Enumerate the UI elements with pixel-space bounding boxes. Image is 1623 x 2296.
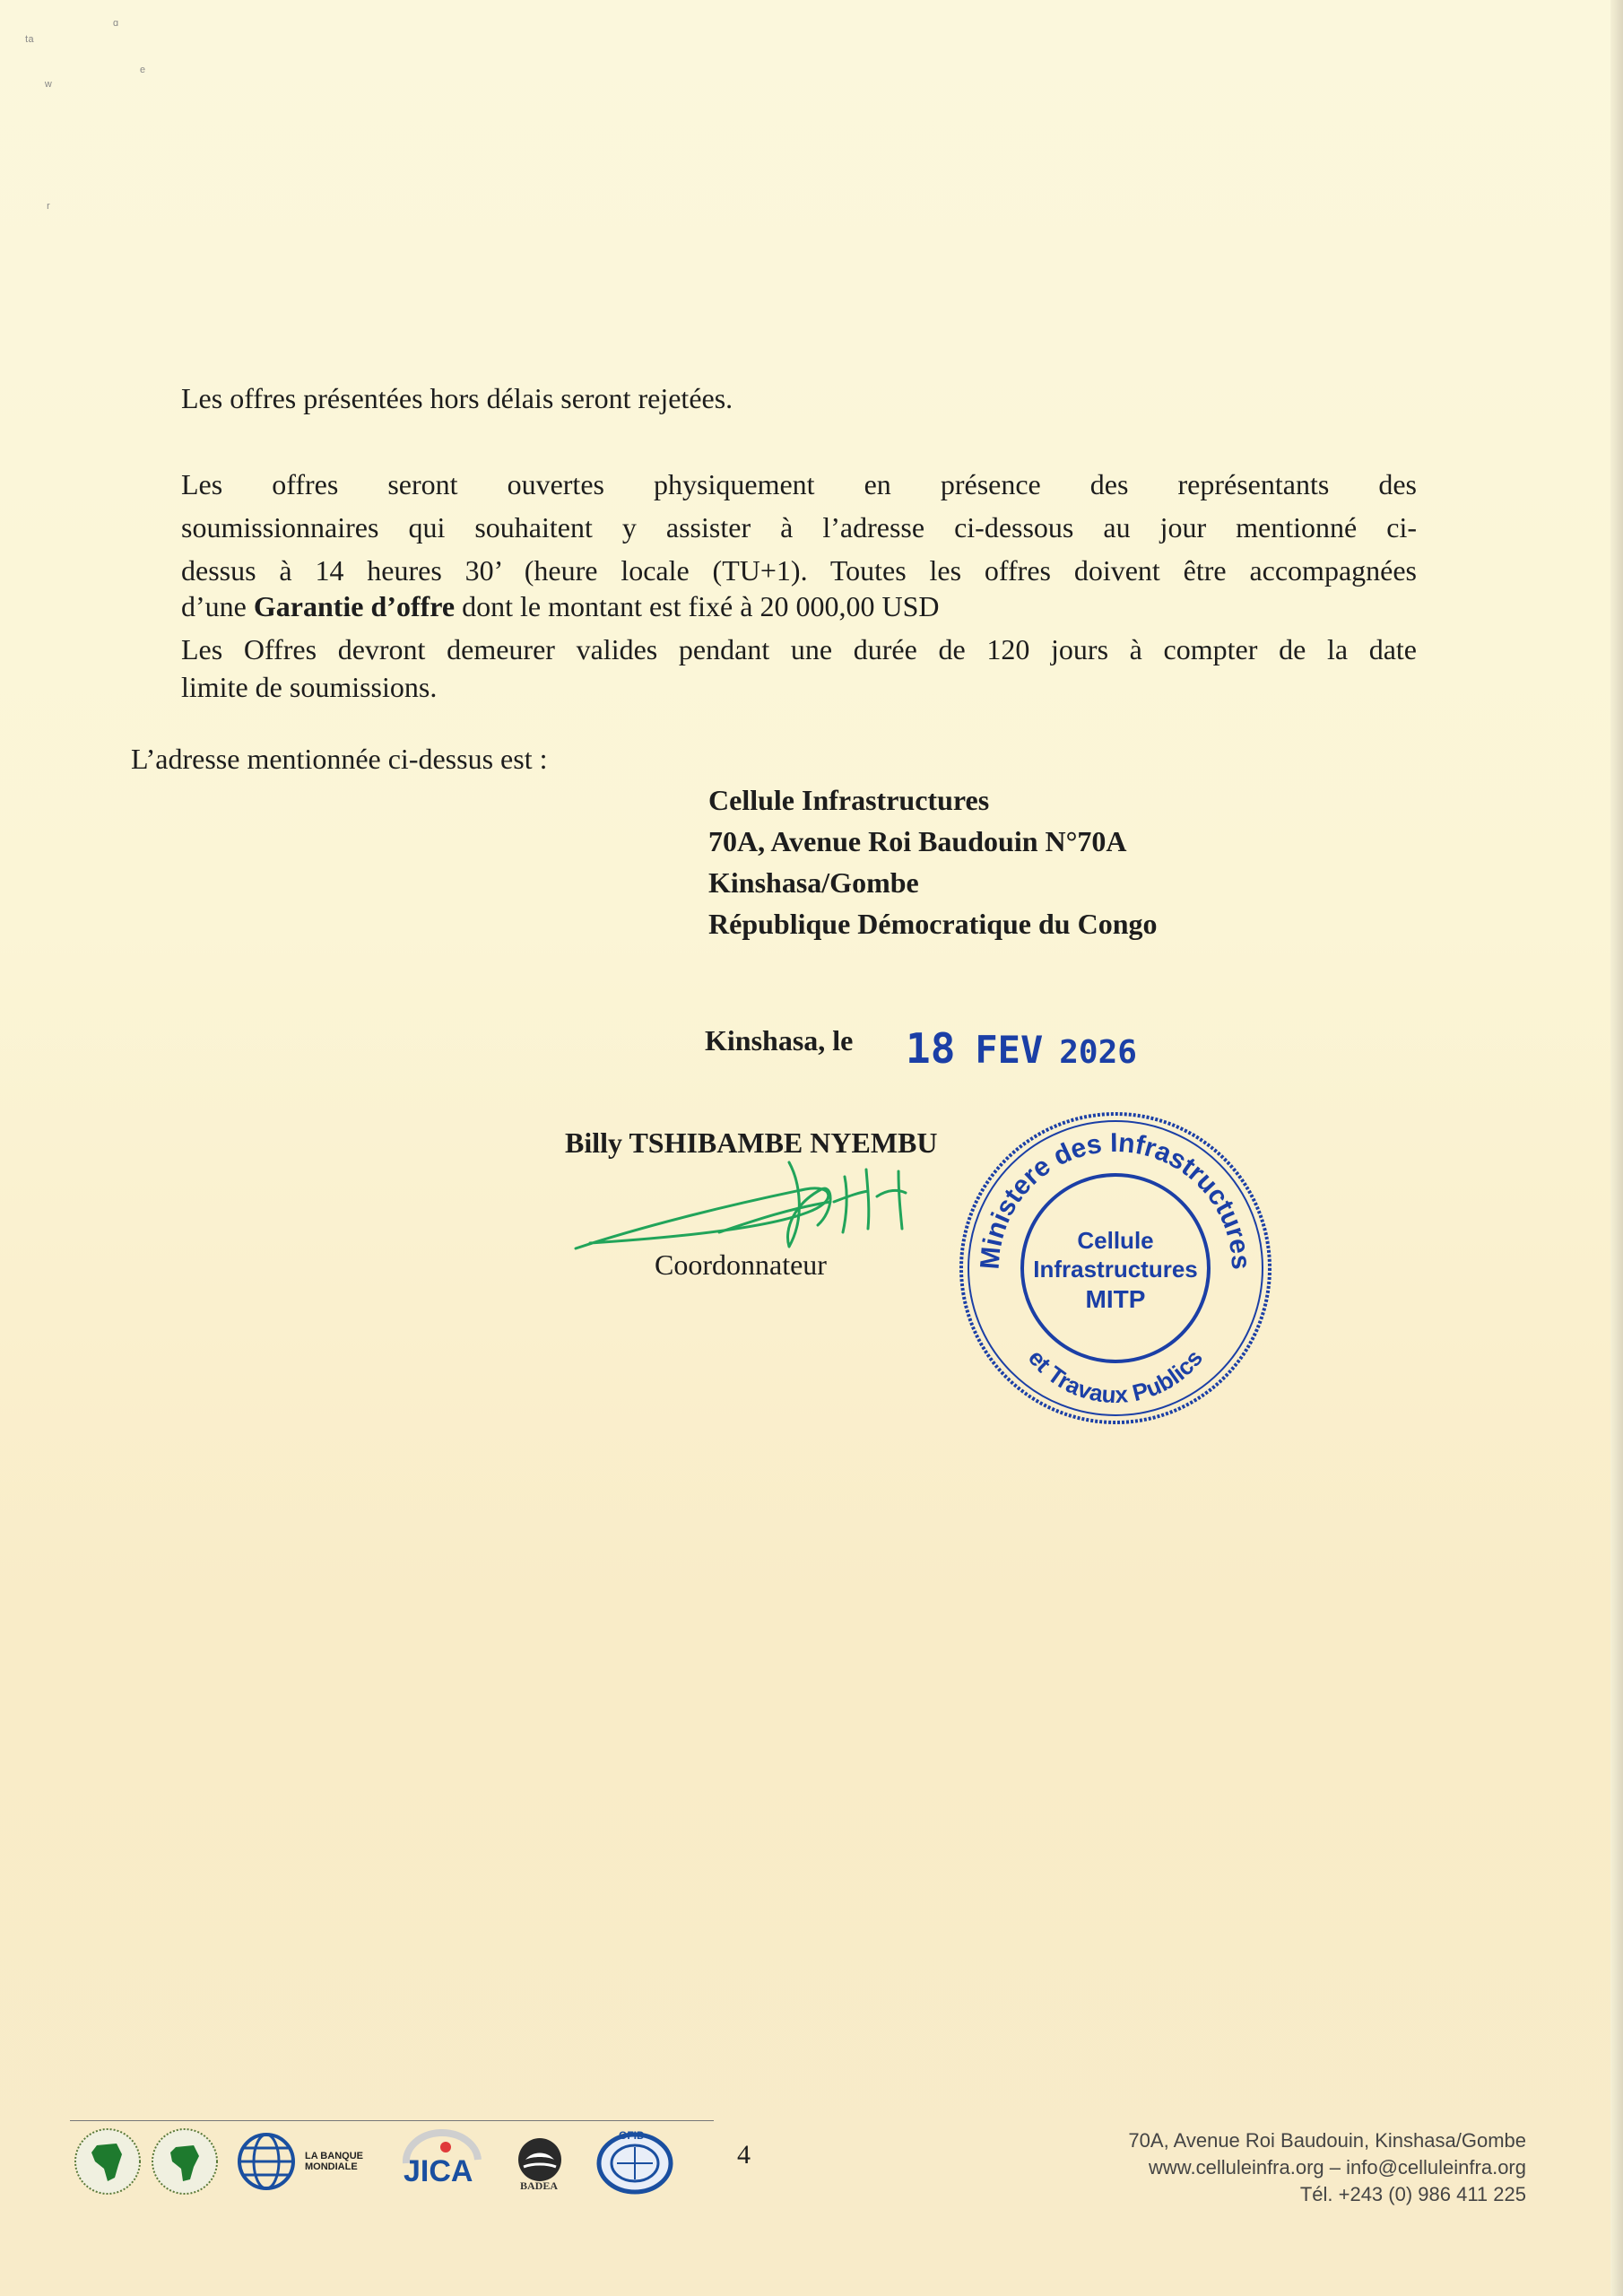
address-line-4: République Démocratique du Congo — [708, 908, 1158, 940]
address-line-3: Kinshasa/Gombe — [708, 866, 919, 899]
seal-outer-bottom-text: et Travaux Publics — [1022, 1344, 1209, 1409]
signatory-title: Coordonnateur — [655, 1248, 827, 1281]
badea-text: BADEA — [520, 2179, 559, 2192]
opening-line-1: Les offres seront ouvertes physiquement en présence des représentants des — [181, 468, 1417, 500]
late-offers-text: Les offres présentées hors délais seront rejetées. — [181, 382, 733, 414]
handwritten-signature — [565, 1139, 942, 1274]
seal-inner-line-2: Infrastructures — [1033, 1256, 1198, 1283]
footer-address: 70A, Avenue Roi Baudouin, Kinshasa/Gombe — [1128, 2129, 1526, 2152]
dateline — [705, 1024, 853, 1057]
date-stamp — [906, 1024, 1137, 1073]
page-number: 4 — [737, 2140, 751, 2170]
seal-outer-top-text: Ministere des Infrastructures — [975, 1127, 1256, 1271]
footer-divider — [70, 2120, 714, 2121]
footer-contact — [1128, 2127, 1526, 2208]
dateline-place: Kinshasa, le — [705, 1024, 854, 1057]
seal-inner-line-1: Cellule — [1077, 1227, 1154, 1254]
afdf-logo-icon — [147, 2127, 222, 2196]
opening-line-2: soumissionnaires qui souhaitent y assister à l’adresse ci-dessous au jour mentionné ci- — [181, 511, 1417, 544]
bid-guarantee-term: Garantie d’offre — [253, 590, 456, 622]
address-intro: L’adresse mentionnée ci-dessus est : — [131, 743, 548, 775]
date-stamp-month: FEV — [975, 1028, 1044, 1072]
opening-line-3: dessus à 14 heures 30’ (heure locale (TU+1). Toutes les offres doivent être accompagnées — [181, 554, 1417, 587]
official-seal — [952, 1105, 1279, 1431]
world-bank-text-2: MONDIALE — [305, 2161, 358, 2172]
validity-line-1: Les Offres devront demeurer valides pendant une durée de 120 jours à compter de la date — [181, 633, 1417, 665]
opening-line-4-a: d’une — [181, 590, 254, 622]
footer-web-email: www.celluleinfra.org – info@celluleinfra.org — [1149, 2156, 1526, 2179]
world-bank-text-1: LA BANQUE — [305, 2151, 363, 2161]
validity-line-2: limite de soumissions. — [181, 671, 438, 703]
ofid-text: OFID — [619, 2129, 645, 2142]
ofid-logo — [588, 2127, 681, 2196]
jica-logo — [387, 2127, 495, 2196]
world-bank-globe-icon — [235, 2130, 298, 2193]
signatory-name: Billy TSHIBAMBE NYEMBU — [565, 1126, 938, 1159]
footer-phone: Tél. +243 (0) 986 411 225 — [1299, 2183, 1526, 2205]
seal-inner-line-3: MITP — [1085, 1285, 1146, 1313]
opening-line-4 — [181, 585, 939, 628]
date-stamp-year: 2026 — [1059, 1034, 1137, 1071]
jica-text: JICA — [404, 2154, 473, 2188]
date-stamp-day: 18 — [906, 1024, 956, 1073]
afdb-logo-icon — [70, 2127, 145, 2196]
badea-logo — [502, 2127, 577, 2196]
page-edge — [1610, 0, 1623, 2296]
address-line-2: 70A, Avenue Roi Baudouin N°70A — [708, 825, 1127, 857]
opening-line-4-b: dont le montant est fixé à 20 000,00 USD — [455, 590, 940, 622]
address-line-1: Cellule Infrastructures — [708, 784, 990, 816]
world-bank-logo — [235, 2127, 378, 2196]
